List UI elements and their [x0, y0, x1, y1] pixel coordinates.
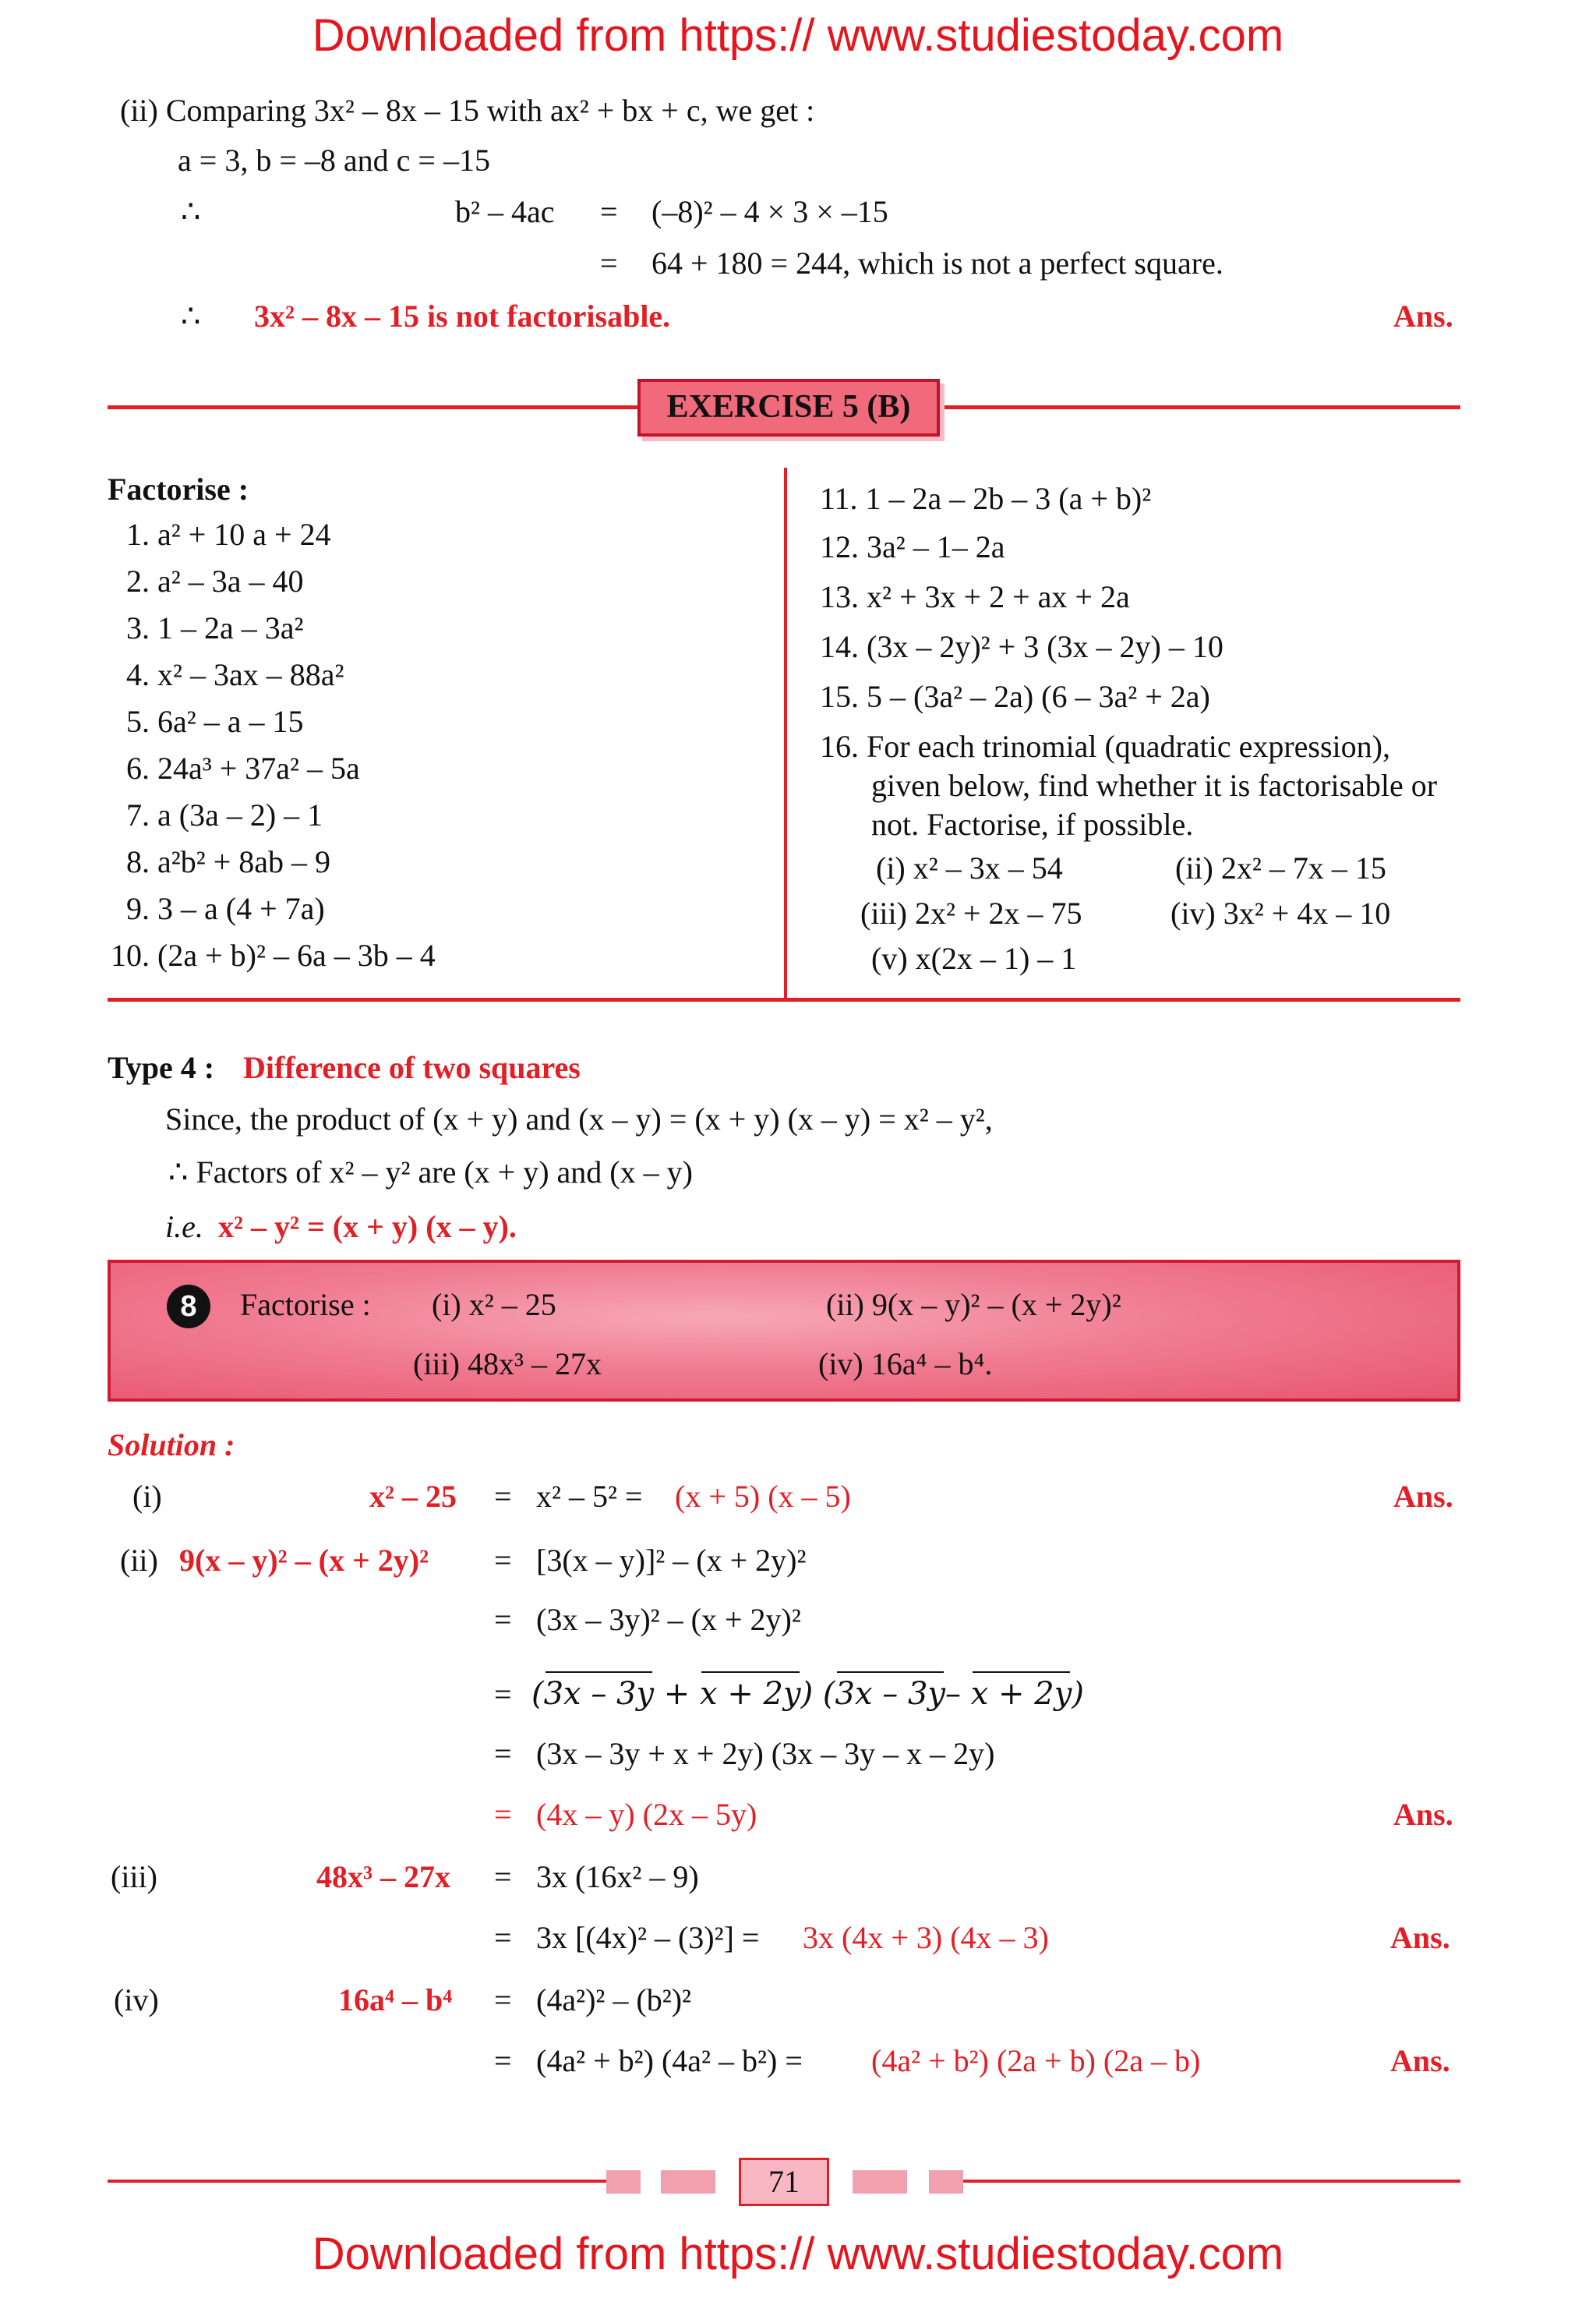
solution-iv-lhs: 16a⁴ – b⁴ [338, 1982, 453, 2017]
example-part-iv: (iv) 16a⁴ – b⁴. [818, 1346, 993, 1381]
solution-iv-step-1: (4a²)² – (b²)² [536, 1982, 692, 2017]
ans-label: Ans. [1393, 1797, 1453, 1832]
equals-sign: = [494, 1543, 512, 1578]
solution-ii-step-4: (3x – 3y + x + 2y) (3x – 3y – x – 2y) [536, 1736, 995, 1771]
overlined-term: x + 2y [700, 1676, 801, 1712]
question-8: 8. a²b² + 8ab – 9 [126, 844, 331, 879]
solution-i-answer: (x + 5) (x – 5) [675, 1479, 851, 1514]
therefore-symbol: ∴ [181, 194, 201, 229]
solution-ii-step-2: (3x – 3y)² – (x + 2y)² [536, 1602, 801, 1637]
intro-line-1: (ii) Comparing 3x² – 8x – 15 with ax² + bx + c, we get : [120, 93, 815, 128]
solution-i-step: x² – 5² = [536, 1479, 643, 1514]
exercise-rule-left [108, 405, 641, 409]
question-10: 10. (2a + b)² – 6a – 3b – 4 [111, 938, 436, 973]
exercise-rule-right [940, 405, 1460, 409]
footer-ornament [661, 2170, 715, 2194]
question-11: 11. 1 – 2a – 2b – 3 (a + b)² [820, 481, 1152, 516]
download-banner-top: Downloaded from https:// www.studiestoday.com [312, 10, 1284, 61]
question-7: 7. a (3a – 2) – 1 [126, 797, 323, 833]
equals-sign: = [494, 1982, 512, 2017]
question-16-line-1: 16. For each trinomial (quadratic expression), [820, 729, 1390, 764]
therefore-symbol: ∴ [181, 299, 201, 334]
paren: ) ( [800, 1676, 835, 1712]
equals-sign: = [494, 1677, 512, 1712]
discriminant-result: 64 + 180 = 244, which is not a perfect square. [651, 246, 1223, 281]
example-part-ii: (ii) 9(x – y)² – (x + 2y)² [826, 1287, 1121, 1322]
footer-rule-right [963, 2180, 1460, 2183]
question-16-part-iii: (iii) 2x² + 2x – 75 [860, 896, 1082, 931]
equals-sign: = [494, 2043, 512, 2078]
ans-label: Ans. [1393, 299, 1453, 334]
question-16-part-v: (v) x(2x – 1) – 1 [871, 941, 1077, 976]
solution-iv-step-2: (4a² + b²) (4a² – b²) = [536, 2043, 803, 2078]
type4-line-2: ∴ Factors of x² – y² are (x + y) and (x – y) [168, 1154, 693, 1190]
type-label: Type 4 : [108, 1050, 215, 1085]
ans-label: Ans. [1390, 2043, 1450, 2078]
exercise-title: EXERCISE 5 (B) [637, 379, 940, 437]
example-box [108, 1260, 1460, 1402]
question-13: 13. x² + 3x + 2 + ax + 2a [820, 579, 1130, 614]
solution-label-iv: (iv) [114, 1982, 159, 2017]
footer-rule-left [108, 2180, 606, 2183]
question-16-part-ii: (ii) 2x² – 7x – 15 [1175, 850, 1386, 886]
question-15: 15. 5 – (3a² – 2a) (6 – 3a² + 2a) [820, 679, 1210, 714]
equals-sign: = [494, 1920, 512, 1955]
solution-i-lhs: x² – 25 [369, 1479, 457, 1514]
footer-ornament [853, 2170, 907, 2194]
solution-ii-step-3 [531, 1676, 1084, 1712]
intro-conclusion: 3x² – 8x – 15 is not factorisable. [254, 299, 671, 334]
solution-iii-lhs: 48x³ – 27x [316, 1859, 450, 1894]
ans-label: Ans. [1393, 1479, 1453, 1514]
column-divider [784, 468, 787, 998]
equals-sign: = [494, 1859, 512, 1894]
question-5: 5. 6a² – a – 15 [126, 704, 304, 739]
type4-line-1: Since, the product of (x + y) and (x – y) = (x + y) (x – y) = x² – y², [165, 1101, 993, 1137]
question-12: 12. 3a² – 1– 2a [820, 529, 1005, 564]
solution-label-ii: (ii) [120, 1543, 158, 1578]
example-number: 8 [167, 1285, 210, 1328]
solution-iv-answer: (4a² + b²) (2a + b) (2a – b) [871, 2043, 1201, 2078]
footer-ornament [929, 2170, 963, 2194]
question-4: 4. x² – 3ax – 88a² [126, 657, 344, 692]
exercise-end-rule [108, 998, 1460, 1002]
solution-iii-step-1: 3x (16x² – 9) [536, 1859, 699, 1894]
solution-iii-step-2: 3x [(4x)² – (3)²] = [536, 1920, 760, 1955]
overlined-term: 3x – 3y [835, 1676, 946, 1712]
ie-label: i.e. [165, 1209, 203, 1244]
question-16-line-2: given below, find whether it is factorisable or [871, 768, 1438, 803]
solution-ii-answer: (4x – y) (2x – 5y) [536, 1797, 757, 1832]
page-number: 71 [739, 2158, 829, 2206]
example-label: Factorise : [240, 1287, 371, 1322]
question-16-part-i: (i) x² – 3x – 54 [876, 850, 1063, 886]
question-16-line-3: not. Factorise, if possible. [871, 807, 1194, 842]
solution-ii-lhs: 9(x – y)² – (x + 2y)² [179, 1543, 429, 1578]
equals-sign: = [494, 1479, 512, 1514]
download-banner-bottom: Downloaded from https:// www.studiestoday.com [312, 2229, 1284, 2279]
equals-sign: = [600, 246, 618, 281]
type-title: Difference of two squares [243, 1050, 581, 1085]
identity-formula: x² – y² = (x + y) (x – y). [218, 1209, 517, 1244]
footer-ornament [606, 2170, 641, 2194]
overlined-term: x + 2y [970, 1676, 1072, 1712]
example-part-iii: (iii) 48x³ – 27x [413, 1346, 602, 1381]
paren: ( [531, 1676, 544, 1712]
equals-sign: = [494, 1736, 512, 1771]
intro-line-2: a = 3, b = –8 and c = –15 [178, 143, 490, 178]
equals-sign: = [600, 194, 618, 229]
equals-sign: = [494, 1797, 512, 1832]
solution-heading: Solution : [108, 1427, 235, 1462]
solution-label-i: (i) [132, 1479, 162, 1514]
equals-sign: = [494, 1602, 512, 1637]
minus: – [945, 1676, 971, 1712]
factorise-heading: Factorise : [108, 472, 249, 507]
overlined-term: 3x – 3y [543, 1676, 655, 1712]
discriminant-label: b² – 4ac [455, 194, 555, 229]
solution-iii-answer: 3x (4x + 3) (4x – 3) [803, 1920, 1049, 1955]
question-16-part-iv: (iv) 3x² + 4x – 10 [1171, 896, 1391, 931]
solution-label-iii: (iii) [111, 1859, 157, 1894]
discriminant-expression: (–8)² – 4 × 3 × –15 [651, 194, 888, 229]
example-part-i: (i) x² – 25 [432, 1287, 556, 1322]
question-3: 3. 1 – 2a – 3a² [126, 610, 304, 645]
question-1: 1. a² + 10 a + 24 [126, 517, 331, 552]
plus: + [654, 1676, 701, 1712]
solution-ii-step-1: [3(x – y)]² – (x + 2y)² [536, 1543, 807, 1578]
question-14: 14. (3x – 2y)² + 3 (3x – 2y) – 10 [820, 629, 1223, 664]
question-2: 2. a² – 3a – 40 [126, 564, 304, 599]
ans-label: Ans. [1390, 1920, 1450, 1955]
question-6: 6. 24a³ + 37a² – 5a [126, 751, 360, 786]
paren: ) [1072, 1676, 1084, 1712]
question-9: 9. 3 – a (4 + 7a) [126, 891, 325, 926]
